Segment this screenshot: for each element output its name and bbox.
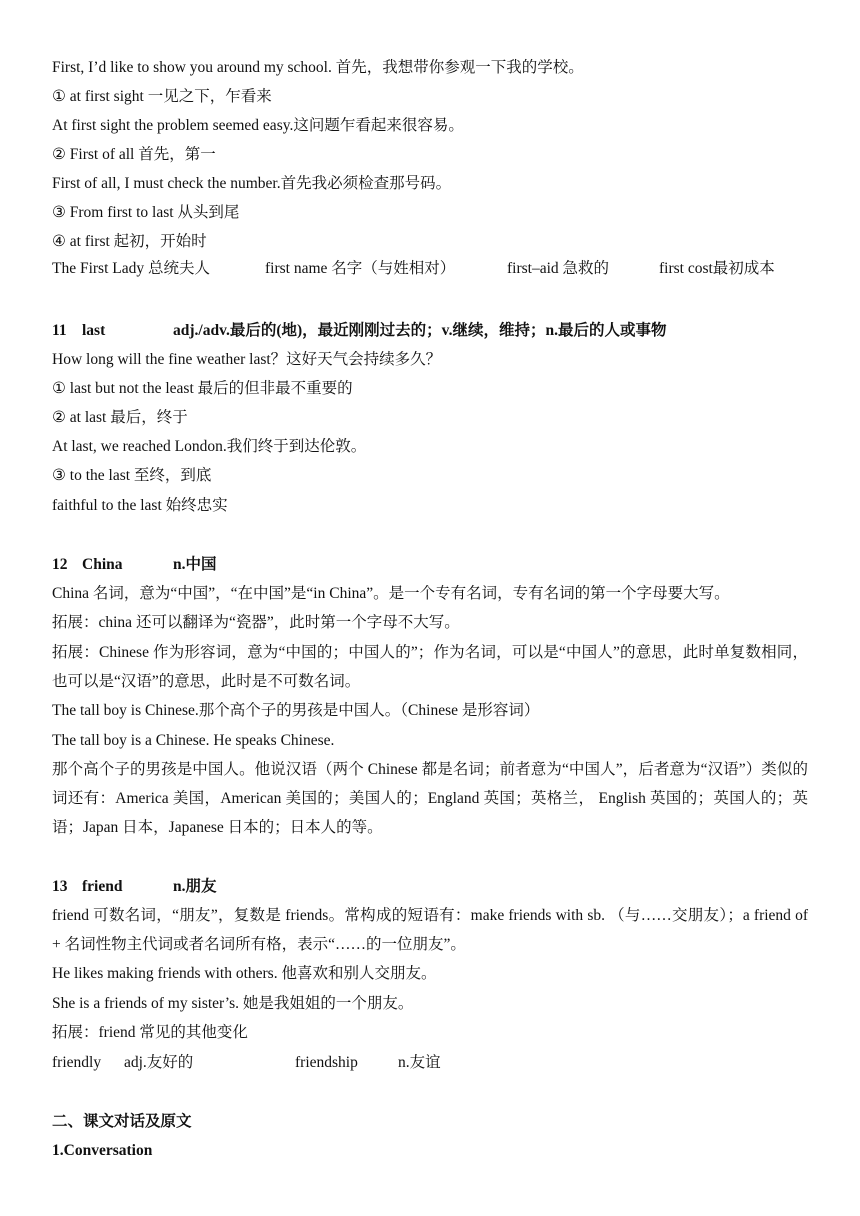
entry-11-heading: [52, 321, 808, 341]
friendly-definition: adj.友好的: [124, 1054, 194, 1071]
phrase-first-cost: first cost最初成本: [659, 260, 775, 277]
entry-11-line-5: ③ to the last 至终，到底: [52, 467, 212, 484]
first-phrase-4: ④ at first 起初，开始时: [52, 233, 207, 250]
entry-13-word: friend: [82, 878, 123, 895]
entry-13-derivatives-row: [52, 1053, 808, 1073]
section-2-subtitle: 1.Conversation: [52, 1142, 153, 1159]
phrase-first-lady: The First Lady 总统夫人: [52, 260, 210, 277]
first-sentence: First, I’d like to show you around my school. 首先，我想带你参观一下我的学校。: [52, 59, 584, 76]
section-2-title: 二、课文对话及原文: [52, 1113, 192, 1130]
entry-13-example-2: She is a friends of my sister’s. 她是我姐姐的一个朋友。: [52, 995, 414, 1012]
entry-11-line-3: ② at last 最后，终于: [52, 409, 188, 426]
friendship-definition: n.友谊: [398, 1054, 441, 1071]
entry-12-example-2: The tall boy is a Chinese. He speaks Chinese.: [52, 732, 335, 749]
entry-13-definition: n.朋友: [173, 878, 217, 895]
entry-11-line-2: ① last but not the least 最后的但非最不重要的: [52, 380, 353, 397]
phrase-first-name: first name 名字（与姓相对）: [265, 260, 456, 277]
entry-13-number: 13: [52, 878, 68, 895]
entry-12-definition: n.中国: [173, 556, 217, 573]
entry-12-number: 12: [52, 556, 68, 573]
entry-11-line-1: How long will the fine weather last？这好天气会持续多久？: [52, 351, 442, 368]
entry-12-paragraph-1: China 名词，意为“中国”，“在中国”是“in China”。是一个专有名词，专有名词的第一个字母要大写。: [52, 585, 730, 602]
entry-11-number: 11: [52, 322, 67, 339]
entry-11-line-4: At last, we reached London.我们终于到达伦敦。: [52, 438, 367, 455]
entry-11-definition: adj./adv.最后的(地)，最近刚刚过去的；v.继续，维持；n.最后的人或事物: [173, 322, 667, 339]
entry-13-extension: 拓展：friend 常见的其他变化: [52, 1024, 248, 1041]
entry-12-paragraph-2: 拓展：china 还可以翻译为“瓷器”，此时第一个字母不大写。: [52, 614, 460, 631]
entry-12-heading: [52, 555, 808, 575]
entry-11-word: last: [82, 322, 106, 339]
entry-12-paragraph-4: 那个高个子的男孩是中国人。他说汉语（两个 Chinese 都是名词；前者意为“中国人”，后者意为“汉语”）类似的词还有：America 美国，American 美国的；美国人的；England 英国；英格兰， English 英国的；英国人的；英语；Japan 日本，Japanese 日本的；日本人的等。: [52, 761, 808, 836]
entry-12-paragraph-3: 拓展：Chinese 作为形容词，意为“中国的；中国人的”；作为名词，可以是“中国人”的意思，此时单复数相同，也可以是“汉语”的意思，此时是不可数名词。: [52, 644, 808, 690]
first-phrase-2: ② First of all 首先，第一: [52, 146, 216, 163]
friendly-word: friendly: [52, 1054, 102, 1071]
entry-13-heading: [52, 877, 808, 897]
first-example-2: First of all, I must check the number.首先我必须检查那号码。: [52, 175, 452, 192]
entry-11-line-6: faithful to the last 始终忠实: [52, 497, 228, 514]
first-example-1: At first sight the problem seemed easy.这问题乍看起来很容易。: [52, 117, 464, 134]
first-phrase-1: ① at first sight 一见之下，乍看来: [52, 88, 272, 105]
friendship-word: friendship: [295, 1054, 358, 1071]
entry-13-example-1: He likes making friends with others. 他喜欢和别人交朋友。: [52, 965, 437, 982]
entry-12-word: China: [82, 556, 123, 573]
entry-13-paragraph-1: friend 可数名词，“朋友”，复数是 friends。常构成的短语有：make friends with sb. （与……交朋友）；a friend of + 名词性物主代词或者名词所有格，表示“……的一位朋友”。: [52, 907, 808, 953]
first-phrase-3: ③ From first to last 从头到尾: [52, 204, 240, 221]
phrase-first-aid: first–aid 急救的: [507, 260, 610, 277]
first-phrases-row: [52, 259, 808, 279]
entry-12-example-1: The tall boy is Chinese.那个高个子的男孩是中国人。（Chinese 是形容词）: [52, 702, 540, 719]
